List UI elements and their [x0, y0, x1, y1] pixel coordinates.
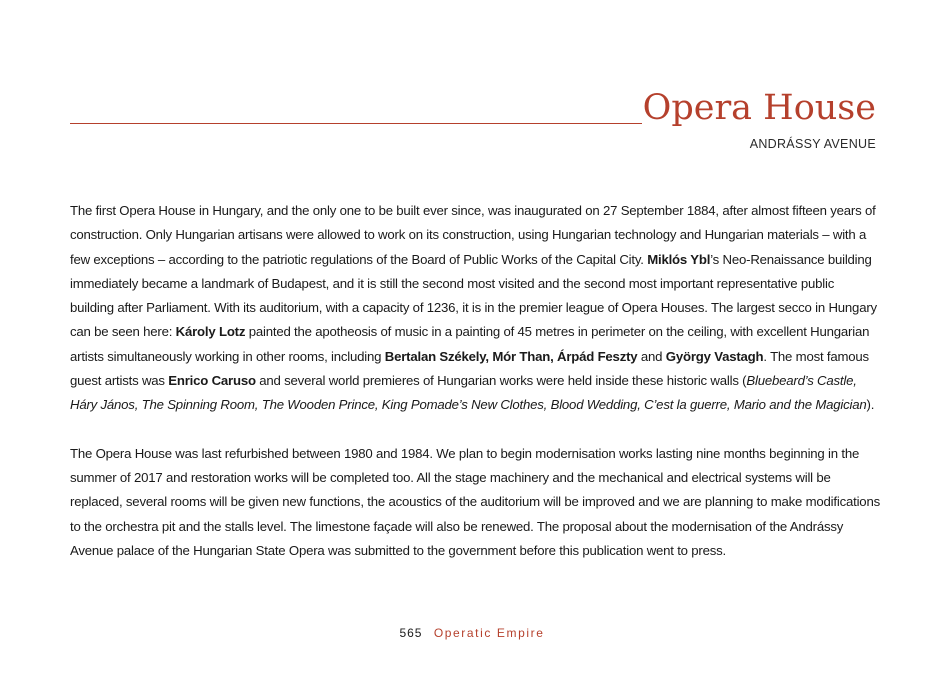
- page-number: 565: [399, 626, 423, 640]
- page-subtitle: ANDRÁSSY AVENUE: [749, 137, 876, 151]
- text-span: ’s Neo-Renaissance building immediately became a landmark of Budapest, and it is still the second most visited and the second most important representative public building after Parliament. With its auditorium, with a capacity of 1236, it is in the premier league of Opera Houses. The largest secco in Hungary can be seen here:: [70, 251, 877, 340]
- bold-name: Enrico Caruso: [168, 373, 256, 389]
- header-rule: [70, 123, 642, 124]
- bold-name: György Vastagh: [665, 348, 764, 364]
- text-span: painted the apotheosis of music in a painting of 45 metres in perimeter on the ceiling, with excellent Hungarian artists simultaneously working in other rooms, including: [70, 324, 870, 364]
- bold-name: Bertalan Székely, Mór Than, Árpád Feszty: [384, 348, 638, 364]
- paragraph-1: [70, 199, 880, 418]
- page-title: Opera House: [642, 88, 876, 128]
- italic-works-list: Bluebeard’s Castle, Háry János, The Spinning Room, The Wooden Prince, King Pomade’s New Clothes, Blood Wedding, C’est la guerre, Mario and the Magician: [70, 373, 867, 413]
- text-span: and: [637, 348, 666, 364]
- text-span: . The most famous guest artists was: [70, 348, 869, 389]
- page-footer: [0, 626, 944, 640]
- paragraph-2: The Opera House was last refurbished between 1980 and 1984. We plan to begin modernisation works lasting nine months beginning in the summer of 2017 and restoration works will be completed too. All the stage machinery and the mechanical and electrical systems will be replaced, several rooms will be given new functions, the acoustics of the auditorium will be improved and we are planning to make modifications to the orchestra pit and the stalls level. The limestone façade will also be renewed. The proposal about the modernisation of the Andrássy Avenue palace of the Hungarian State Opera was submitted to the government before this publication went to press.: [70, 445, 880, 558]
- bold-name: Miklós Ybl: [647, 251, 711, 267]
- text-span: ).: [866, 397, 875, 413]
- bold-name: Károly Lotz: [175, 324, 246, 340]
- article-body: [70, 199, 880, 563]
- running-title: Operatic Empire: [433, 626, 545, 640]
- text-span: and several world premieres of Hungarian works were held inside these historic walls (: [255, 373, 747, 389]
- text-span: The first Opera House in Hungary, and the only one to be built ever since, was inaugurated on 27 September 1884, after almost fifteen years of construction. Only Hungarian artisans were allowed to work on its construction, using Hungarian technology and Hungarian materials – with a few exceptions – according to the patriotic regulations of the Board of Public Works of the Capital City.: [70, 203, 876, 267]
